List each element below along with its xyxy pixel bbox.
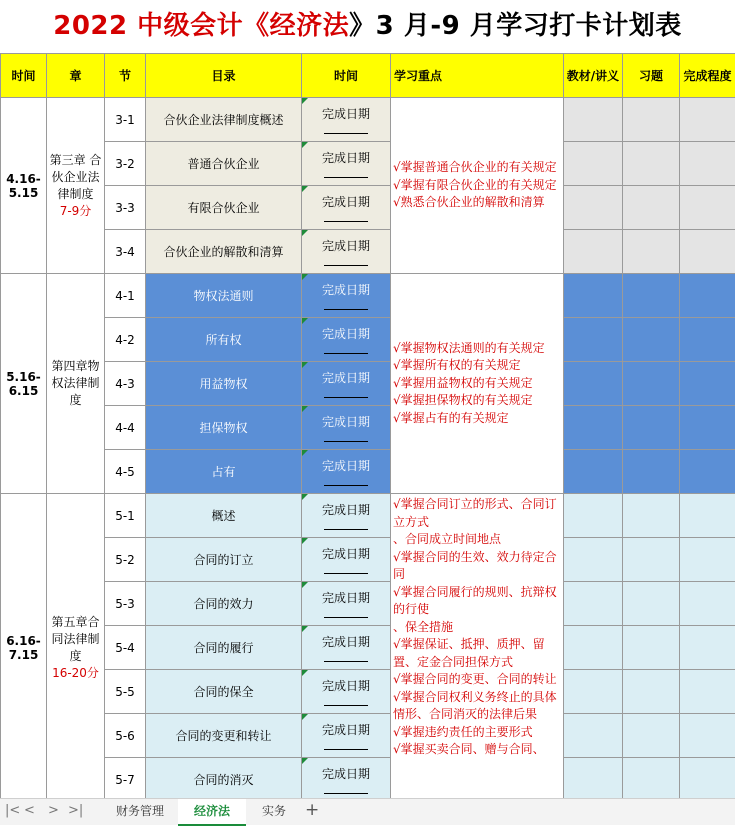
progress-cell[interactable] — [680, 758, 735, 802]
study-focus-cell[interactable] — [391, 274, 564, 494]
header-focus[interactable]: 学习重点 — [391, 54, 564, 98]
progress-cell[interactable] — [680, 142, 735, 186]
section-title[interactable]: 概述 — [146, 494, 302, 538]
table-row — [1, 758, 735, 802]
section-number[interactable]: 5-1 — [105, 494, 146, 538]
add-sheet-button[interactable]: + — [305, 800, 319, 820]
first-sheet-icon[interactable]: |< — [5, 803, 20, 818]
section-title[interactable]: 合伙企业的解散和清算 — [146, 230, 302, 274]
table-row — [1, 230, 735, 274]
study-focus-item: √掌握合同的生效、效力待定合同 — [393, 549, 561, 584]
completion-date-cell[interactable] — [302, 142, 391, 186]
textbook-check-cell[interactable] — [564, 142, 623, 186]
date-blank-line — [324, 475, 368, 486]
exercise-check-cell[interactable] — [623, 318, 680, 362]
period-cell[interactable]: 6.16-7.15 — [1, 494, 47, 802]
comment-indicator-icon — [302, 450, 308, 456]
exercise-check-cell[interactable] — [623, 450, 680, 494]
textbook-check-cell[interactable] — [564, 670, 623, 714]
date-blank-line — [324, 431, 368, 442]
tab-economic-law[interactable]: 经济法 — [178, 799, 246, 826]
header-progress[interactable]: 完成程度 — [680, 54, 735, 98]
title-subject: 经济法 — [270, 11, 350, 41]
study-focus-item: √掌握违约责任的主要形式 — [393, 724, 561, 742]
section-title[interactable]: 所有权 — [146, 318, 302, 362]
section-number[interactable]: 5-3 — [105, 582, 146, 626]
comment-indicator-icon — [302, 626, 308, 632]
table-row — [1, 362, 735, 406]
table-row — [1, 670, 735, 714]
progress-cell[interactable] — [680, 98, 735, 142]
study-focus-item: √掌握合同履行的规则、抗辩权的行使 — [393, 584, 561, 619]
comment-indicator-icon — [302, 186, 308, 192]
study-focus-cell[interactable] — [391, 98, 564, 274]
progress-cell[interactable] — [680, 450, 735, 494]
comment-indicator-icon — [302, 714, 308, 720]
completion-date-cell[interactable] — [302, 670, 391, 714]
section-title[interactable]: 普通合伙企业 — [146, 142, 302, 186]
date-blank-line — [324, 607, 368, 618]
section-title[interactable]: 物权法通则 — [146, 274, 302, 318]
section-number[interactable]: 4-4 — [105, 406, 146, 450]
progress-cell[interactable] — [680, 714, 735, 758]
textbook-check-cell[interactable] — [564, 450, 623, 494]
completion-date-cell[interactable] — [302, 714, 391, 758]
completion-date-label: 完成日期 — [302, 501, 390, 519]
study-focus-item: √掌握普通合伙企业的有关规定 — [393, 159, 561, 177]
progress-cell[interactable] — [680, 582, 735, 626]
completion-date-label: 完成日期 — [302, 237, 390, 255]
study-focus-item: √掌握合同订立的形式、合同订立方式 — [393, 496, 561, 531]
completion-date-cell[interactable] — [302, 494, 391, 538]
comment-indicator-icon — [302, 230, 308, 236]
completion-date-label: 完成日期 — [302, 765, 390, 783]
table-row — [1, 274, 735, 318]
exercise-check-cell[interactable] — [623, 186, 680, 230]
sheet-tab-bar — [0, 798, 735, 825]
chapter-cell[interactable] — [47, 494, 105, 802]
table-row — [1, 406, 735, 450]
chapter-name: 第三章 合伙企业法律制度 — [50, 153, 102, 201]
header-period[interactable]: 时间 — [1, 54, 47, 98]
completion-date-label: 完成日期 — [302, 677, 390, 695]
table-row — [1, 450, 735, 494]
completion-date-cell[interactable] — [302, 450, 391, 494]
chapter-score: 16-20分 — [47, 665, 104, 682]
textbook-check-cell[interactable] — [564, 274, 623, 318]
date-blank-line — [324, 739, 368, 750]
textbook-check-cell[interactable] — [564, 538, 623, 582]
study-focus-item: √掌握有限合伙企业的有关规定 — [393, 177, 561, 195]
header-contents[interactable]: 目录 — [146, 54, 302, 98]
title-prefix: 2022 中级会计《 — [53, 11, 269, 41]
completion-date-label: 完成日期 — [302, 193, 390, 211]
study-focus-item: √掌握用益物权的有关规定 — [393, 375, 561, 393]
date-blank-line — [324, 255, 368, 266]
section-title[interactable]: 合同的履行 — [146, 626, 302, 670]
chapter-name: 第四章物权法律制度 — [51, 359, 99, 407]
section-title[interactable]: 合伙企业法律制度概述 — [146, 98, 302, 142]
completion-date-cell[interactable] — [302, 318, 391, 362]
completion-date-cell[interactable] — [302, 626, 391, 670]
section-number[interactable]: 5-7 — [105, 758, 146, 802]
study-focus-item: 、合同成立时间地点 — [393, 531, 561, 549]
textbook-check-cell[interactable] — [564, 362, 623, 406]
section-number[interactable]: 3-1 — [105, 98, 146, 142]
table-row — [1, 538, 735, 582]
period-cell[interactable]: 5.16-6.15 — [1, 274, 47, 494]
exercise-check-cell[interactable] — [623, 494, 680, 538]
last-sheet-icon[interactable]: >| — [68, 803, 83, 818]
completion-date-label: 完成日期 — [302, 149, 390, 167]
progress-cell[interactable] — [680, 406, 735, 450]
exercise-check-cell[interactable] — [623, 406, 680, 450]
study-focus-item: √掌握担保物权的有关规定 — [393, 392, 561, 410]
section-title[interactable]: 合同的消灭 — [146, 758, 302, 802]
exercise-check-cell[interactable] — [623, 758, 680, 802]
textbook-check-cell[interactable] — [564, 186, 623, 230]
prev-sheet-icon[interactable]: < — [24, 803, 35, 818]
chapter-score: 7-9分 — [47, 203, 104, 220]
study-focus-item: √掌握所有权的有关规定 — [393, 357, 561, 375]
study-focus-item: √掌握合同权利义务终止的具体情形、合同消灭的法律后果 — [393, 689, 561, 724]
table-row — [1, 98, 735, 142]
completion-date-label: 完成日期 — [302, 325, 390, 343]
section-title[interactable]: 担保物权 — [146, 406, 302, 450]
completion-date-label: 完成日期 — [302, 457, 390, 475]
comment-indicator-icon — [302, 142, 308, 148]
exercise-check-cell[interactable] — [623, 538, 680, 582]
section-number[interactable]: 5-6 — [105, 714, 146, 758]
textbook-check-cell[interactable] — [564, 714, 623, 758]
period-cell[interactable]: 4.16-5.15 — [1, 98, 47, 274]
exercise-check-cell[interactable] — [623, 670, 680, 714]
progress-cell[interactable] — [680, 186, 735, 230]
table-row — [1, 318, 735, 362]
comment-indicator-icon — [302, 274, 308, 280]
next-sheet-icon[interactable]: > — [48, 803, 59, 818]
section-number[interactable]: 5-2 — [105, 538, 146, 582]
progress-cell[interactable] — [680, 362, 735, 406]
table-row — [1, 626, 735, 670]
section-number[interactable]: 4-1 — [105, 274, 146, 318]
completion-date-cell[interactable] — [302, 98, 391, 142]
section-title[interactable]: 合同的订立 — [146, 538, 302, 582]
plan-table-body — [1, 98, 735, 802]
study-focus-item: √熟悉合伙企业的解散和清算 — [393, 194, 561, 212]
completion-date-label: 完成日期 — [302, 369, 390, 387]
comment-indicator-icon — [302, 670, 308, 676]
section-title[interactable]: 占有 — [146, 450, 302, 494]
section-number[interactable]: 3-2 — [105, 142, 146, 186]
table-row — [1, 494, 735, 538]
section-title[interactable]: 有限合伙企业 — [146, 186, 302, 230]
section-title[interactable]: 合同的保全 — [146, 670, 302, 714]
study-focus-item: √掌握保证、抵押、质押、留置、定金合同担保方式 — [393, 636, 561, 671]
comment-indicator-icon — [302, 538, 308, 544]
textbook-check-cell[interactable] — [564, 406, 623, 450]
exercise-check-cell[interactable] — [623, 142, 680, 186]
section-number[interactable]: 4-3 — [105, 362, 146, 406]
comment-indicator-icon — [302, 362, 308, 368]
date-blank-line — [324, 519, 368, 530]
section-number[interactable]: 5-4 — [105, 626, 146, 670]
section-number[interactable]: 5-5 — [105, 670, 146, 714]
completion-date-cell[interactable] — [302, 582, 391, 626]
header-time[interactable]: 时间 — [302, 54, 391, 98]
completion-date-cell[interactable] — [302, 406, 391, 450]
textbook-check-cell[interactable] — [564, 230, 623, 274]
sheet-title — [0, 0, 735, 53]
date-blank-line — [324, 299, 368, 310]
date-blank-line — [324, 695, 368, 706]
table-row — [1, 186, 735, 230]
title-suffix: 》3 月-9 月学习打卡计划表 — [349, 11, 682, 41]
date-blank-line — [324, 387, 368, 398]
completion-date-label: 完成日期 — [302, 413, 390, 431]
date-blank-line — [324, 167, 368, 178]
study-focus-item: √掌握物权法通则的有关规定 — [393, 340, 561, 358]
exercise-check-cell[interactable] — [623, 98, 680, 142]
exercise-check-cell[interactable] — [623, 230, 680, 274]
plan-table — [0, 53, 735, 802]
date-blank-line — [324, 123, 368, 134]
section-number[interactable]: 3-3 — [105, 186, 146, 230]
textbook-check-cell[interactable] — [564, 758, 623, 802]
progress-cell[interactable] — [680, 230, 735, 274]
comment-indicator-icon — [302, 98, 308, 104]
comment-indicator-icon — [302, 582, 308, 588]
progress-cell[interactable] — [680, 626, 735, 670]
tab-financial-management[interactable]: 财务管理 — [100, 799, 180, 824]
progress-cell[interactable] — [680, 538, 735, 582]
header-chapter[interactable]: 章 — [47, 54, 105, 98]
table-row — [1, 582, 735, 626]
date-blank-line — [324, 211, 368, 222]
completion-date-label: 完成日期 — [302, 589, 390, 607]
date-blank-line — [324, 783, 368, 794]
table-row — [1, 714, 735, 758]
comment-indicator-icon — [302, 318, 308, 324]
exercise-check-cell[interactable] — [623, 626, 680, 670]
completion-date-cell[interactable] — [302, 362, 391, 406]
section-title[interactable]: 合同的变更和转让 — [146, 714, 302, 758]
textbook-check-cell[interactable] — [564, 98, 623, 142]
completion-date-label: 完成日期 — [302, 633, 390, 651]
section-title[interactable]: 用益物权 — [146, 362, 302, 406]
completion-date-cell[interactable] — [302, 230, 391, 274]
study-focus-item: √掌握买卖合同、赠与合同、 — [393, 741, 561, 759]
section-title[interactable]: 合同的效力 — [146, 582, 302, 626]
comment-indicator-icon — [302, 494, 308, 500]
completion-date-cell[interactable] — [302, 274, 391, 318]
exercise-check-cell[interactable] — [623, 582, 680, 626]
completion-date-label: 完成日期 — [302, 545, 390, 563]
completion-date-label: 完成日期 — [302, 721, 390, 739]
tab-practice[interactable]: 实务 — [246, 799, 302, 824]
study-focus-item: 、保全措施 — [393, 619, 561, 637]
date-blank-line — [324, 651, 368, 662]
date-blank-line — [324, 343, 368, 354]
chapter-name: 第五章合同法律制度 — [51, 615, 99, 663]
exercise-check-cell[interactable] — [623, 274, 680, 318]
textbook-check-cell[interactable] — [564, 318, 623, 362]
completion-date-cell[interactable] — [302, 186, 391, 230]
completion-date-label: 完成日期 — [302, 281, 390, 299]
textbook-check-cell[interactable] — [564, 582, 623, 626]
comment-indicator-icon — [302, 406, 308, 412]
progress-cell[interactable] — [680, 318, 735, 362]
table-row — [1, 142, 735, 186]
exercise-check-cell[interactable] — [623, 362, 680, 406]
section-number[interactable]: 3-4 — [105, 230, 146, 274]
study-focus-cell[interactable] — [391, 494, 564, 802]
section-number[interactable]: 4-2 — [105, 318, 146, 362]
chapter-cell[interactable] — [47, 274, 105, 494]
completion-date-label: 完成日期 — [302, 105, 390, 123]
progress-cell[interactable] — [680, 274, 735, 318]
section-number[interactable]: 4-5 — [105, 450, 146, 494]
header-textbook[interactable]: 教材/讲义 — [564, 54, 623, 98]
study-focus-item: √掌握占有的有关规定 — [393, 410, 561, 428]
exercise-check-cell[interactable] — [623, 714, 680, 758]
header-exercise[interactable]: 习题 — [623, 54, 680, 98]
completion-date-cell[interactable] — [302, 538, 391, 582]
progress-cell[interactable] — [680, 494, 735, 538]
comment-indicator-icon — [302, 758, 308, 764]
textbook-check-cell[interactable] — [564, 494, 623, 538]
completion-date-cell[interactable] — [302, 758, 391, 802]
date-blank-line — [324, 563, 368, 574]
header-section[interactable]: 节 — [105, 54, 146, 98]
textbook-check-cell[interactable] — [564, 626, 623, 670]
chapter-cell[interactable] — [47, 98, 105, 274]
study-focus-item: √掌握合同的变更、合同的转让 — [393, 671, 561, 689]
progress-cell[interactable] — [680, 670, 735, 714]
